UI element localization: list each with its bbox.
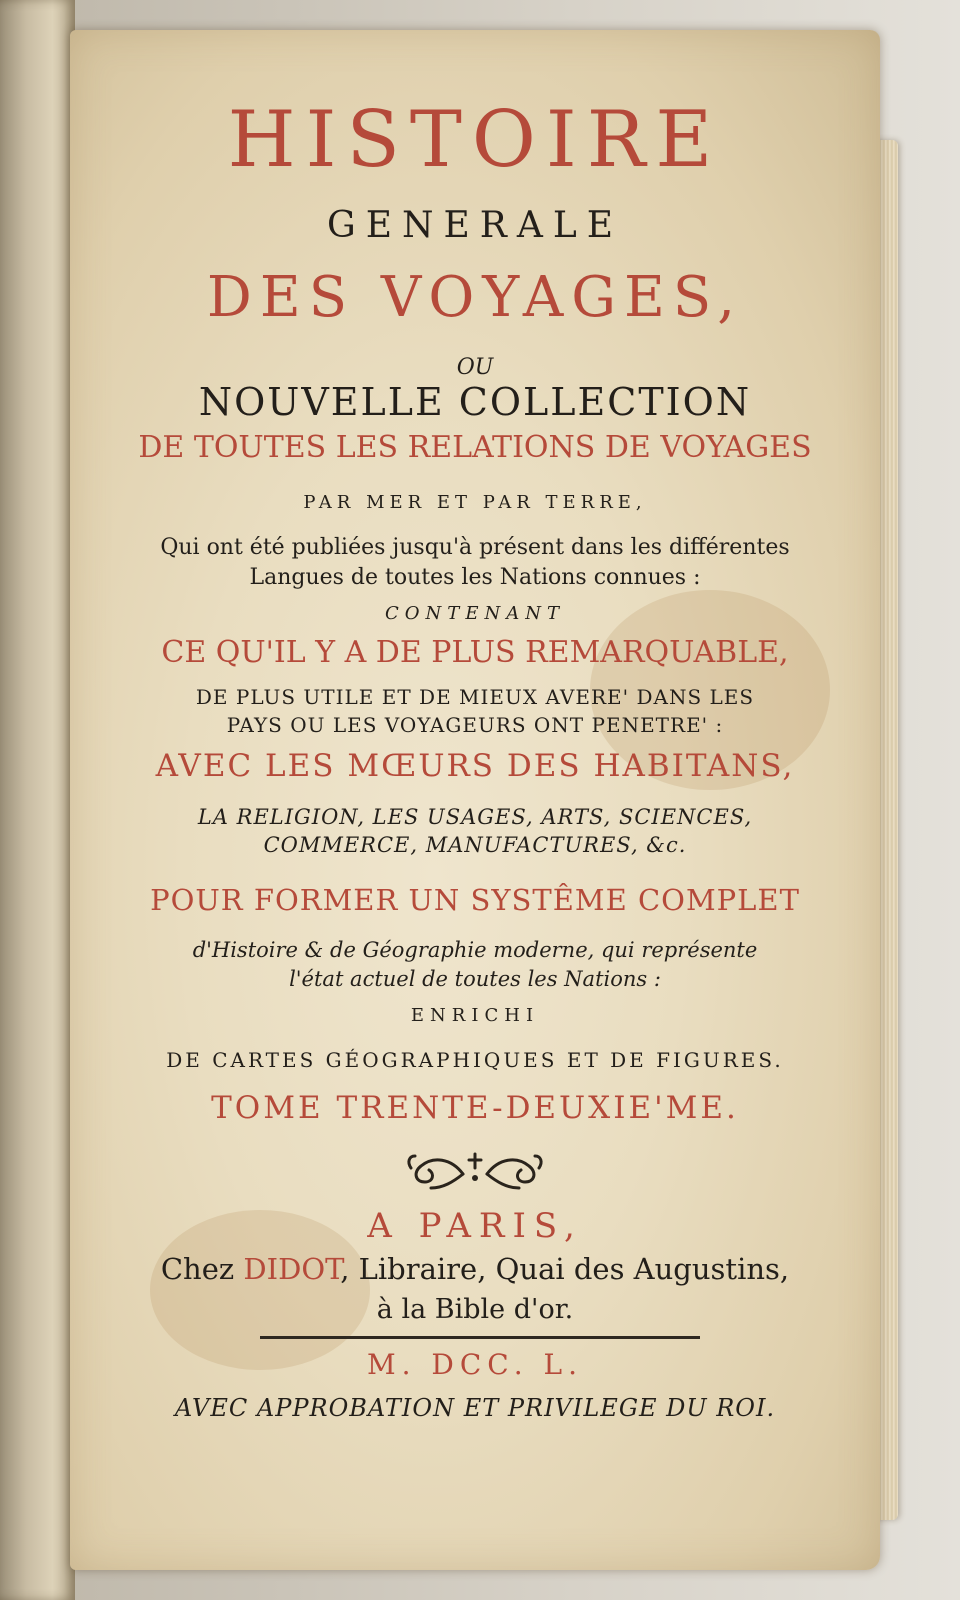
title-line-histoire: HISTOIRE xyxy=(227,95,723,185)
subtitle-line-remarquable: CE QU'IL Y A DE PLUS REMARQUABLE, xyxy=(161,635,789,670)
title-page-text xyxy=(70,30,880,1570)
subtitle-line-langues: Langues de toutes les Nations connues : xyxy=(249,565,701,590)
imprint-publisher-prefix: Chez xyxy=(160,1252,244,1286)
subtitle-line-etat-actuel: l'état actuel de toutes les Nations : xyxy=(289,967,661,991)
title-line-generale: GENERALE xyxy=(326,205,624,246)
imprint-date: M. DCC. L. xyxy=(366,1348,584,1381)
imprint-publisher-name: DIDOT xyxy=(243,1252,341,1286)
title-line-relations: DE TOUTES LES RELATIONS DE VOYAGES xyxy=(138,430,812,465)
subtitle-line-cartes: DE CARTES GÉOGRAPHIQUES ET DE FIGURES. xyxy=(166,1048,784,1072)
facing-page xyxy=(0,0,75,1600)
divider-rule xyxy=(260,1336,700,1339)
subtitle-line-publiees: Qui ont été publiées jusqu'à présent dans les différentes xyxy=(160,535,790,560)
title-line-nouvelle-collection: NOUVELLE COLLECTION xyxy=(198,380,752,424)
imprint-privilege: AVEC APPROBATION ET PRIVILEGE DU ROI. xyxy=(174,1394,776,1422)
subtitle-line-religion: LA RELIGION, LES USAGES, ARTS, SCIENCES, xyxy=(197,805,753,829)
imprint-address: à la Bible d'or. xyxy=(376,1294,574,1325)
subtitle-line-plus-utile: DE PLUS UTILE ET DE MIEUX AVERE' DANS LES xyxy=(195,685,755,709)
imprint-publisher xyxy=(70,1252,880,1286)
subtitle-line-pays: PAYS OU LES VOYAGEURS ONT PENETRE' : xyxy=(226,713,724,737)
subtitle-line-systeme: POUR FORMER UN SYSTÊME COMPLET xyxy=(150,883,800,917)
subtitle-line-moeurs: AVEC LES MŒURS DES HABITANS, xyxy=(155,748,795,784)
title-line-par-mer: PAR MER ET PAR TERRE, xyxy=(303,492,647,513)
volume-line: TOME TRENTE-DEUXIE'ME. xyxy=(211,1090,739,1126)
subtitle-line-enrichi: ENRICHI xyxy=(410,1005,540,1026)
imprint-publisher-suffix: , Libraire, Quai des Augustins, xyxy=(340,1252,790,1286)
title-line-ou: OU xyxy=(456,355,494,380)
title-line-des-voyages: DES VOYAGES, xyxy=(206,265,744,330)
subtitle-line-contenant: CONTENANT xyxy=(385,603,565,624)
imprint-city: A PARIS, xyxy=(367,1206,583,1246)
subtitle-line-commerce: COMMERCE, MANUFACTURES, &c. xyxy=(263,833,687,857)
fleuron-ornament-icon xyxy=(403,1148,547,1194)
subtitle-line-histoire-geographie: d'Histoire & de Géographie moderne, qui représente xyxy=(192,938,758,962)
